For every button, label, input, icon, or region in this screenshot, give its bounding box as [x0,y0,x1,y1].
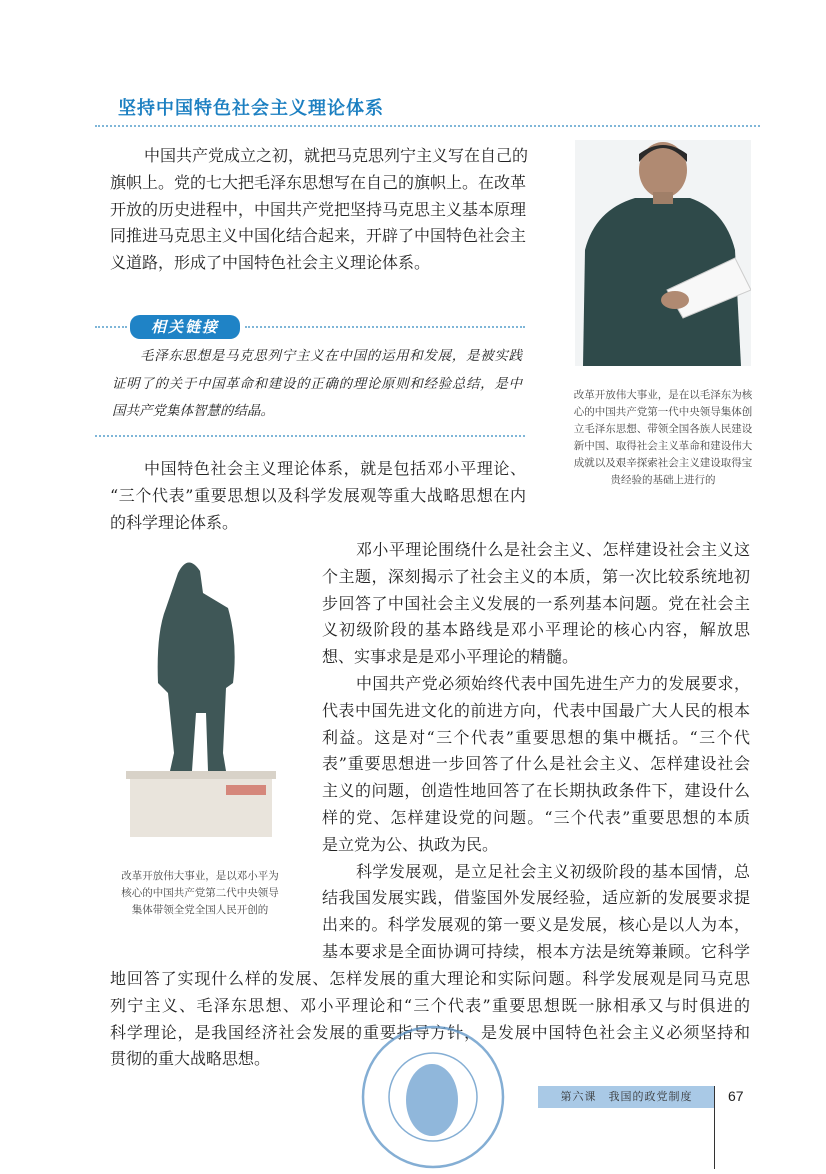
text-line: 国共产党集体智慧的结晶。 [112,403,274,419]
watermark-logo [360,1024,506,1170]
text-line: 结我国发展实践，借鉴国外发展经验，适应新的发展要求提 [322,888,750,908]
text-line: 开放的历史进程中，中国共产党把坚持马克思主义基本原理 [110,199,527,219]
text-line: 心的中国共产党第一代中央领导集体创 [573,406,753,418]
text-line: 集体带领全党全国人民开创的 [131,904,269,916]
text-line: 贯彻的重大战略思想。 [110,1049,271,1069]
mao-photo-caption [565,387,761,489]
deng-photo-caption [100,868,300,919]
text-line: 中国共产党必须始终代表中国先进生产力的发展要求， [356,673,750,693]
text-line: 成就以及艰辛探索社会主义建设取得宝 [573,457,753,469]
text-line: 科学发展观，是立足社会主义初级阶段的基本国情，总 [356,861,750,881]
text-line: 同推进马克思主义中国化结合起来，开辟了中国特色社会主 [110,226,527,246]
page-number: 67 [728,1088,744,1104]
text-line: 中国特色社会主义理论体系，就是包括邓小平理论、 [144,459,526,478]
text-line: 列宁主义、毛泽东思想、邓小平理论和“三个代表”重要思想既一脉相承又与时俱进的 [110,995,750,1015]
deng-statue-photo [108,553,290,843]
text-line: 改革开放伟大事业，是在以毛泽东为核 [573,389,753,401]
footer-rule [714,1086,715,1169]
divider [95,435,525,437]
text-line: 义初级阶段的基本路线是邓小平理论的核心内容，解放思 [322,620,750,640]
intro-paragraph [110,143,529,277]
text-line: 证明了的关于中国革命和建设的正确的理论原则和经验总结，是中 [112,375,522,392]
text-line: 的科学理论体系。 [110,512,239,532]
text-line: 邓小平理论围绕什么是社会主义、怎样建设社会主义这 [356,540,750,559]
text-line: 改革开放伟大事业，是以邓小平为 [121,870,279,882]
text-line: 是立党为公、执政为民。 [322,834,499,854]
chapter-footer: 第六课 我国的政党制度 [538,1086,715,1108]
text-line: 毛泽东思想是马克思列宁主义在中国的运用和发展，是被实践 [140,348,522,364]
text-line: 样的党、怎样建设党的问题。“三个代表”重要思想的本质 [322,807,750,827]
definition-paragraph [110,456,526,536]
body-paragraphs [322,537,750,966]
text-line: 代表中国先进文化的前进方向，代表中国最广大人民的根本 [322,700,750,720]
text-line: 中国共产党成立之初，就把马克思列宁主义写在自己的 [144,146,529,165]
text-line: 基本要求是全面协调可持续，根本方法是统筹兼顾。它科学 [322,941,750,961]
related-link-badge: 相关链接 [130,315,240,339]
text-line: 新中国、取得社会主义革命和建设伟大 [573,440,753,452]
text-line: 贵经验的基础上进行的 [610,474,716,486]
text-line: “三个代表”重要思想以及科学发展观等重大战略思想在内 [110,485,526,505]
related-link-text [112,343,522,426]
section-title: 坚持中国特色社会主义理论体系 [118,98,384,119]
text-line: 核心的中国共产党第二代中央领导 [121,887,279,899]
text-line: 主义的问题，创造性地回答了在长期执政条件下，建设什么 [322,781,750,801]
text-line: 地回答了实现什么样的发展、怎样发展的重大理论和实际问题。科学发展观是同马克思 [110,969,750,988]
text-line: 旗帜上。党的七大把毛泽东思想写在自己的旗帜上。在改革 [110,172,527,192]
divider [95,326,127,328]
divider [245,326,525,328]
text-line: 步回答了中国社会主义发展的一系列基本问题。党在社会主 [322,593,750,613]
text-line: 科学理论，是我国经济社会发展的重要指导方针，是发展中国特色社会主义必须坚持和 [110,1022,750,1042]
text-line: 个主题，深刻揭示了社会主义的本质，第一次比较系统地初 [322,566,750,586]
text-line: 利益。这是对“三个代表”重要思想的集中概括。“三个代 [322,727,750,747]
text-line: 立毛泽东思想、带领全国各族人民建设 [573,423,753,435]
divider [95,125,760,127]
text-line: 义道路，形成了中国特色社会主义理论体系。 [110,253,431,273]
text-line: 表”重要思想进一步回答了什么是社会主义、怎样建设社会 [322,754,750,774]
text-line: 想、实事求是是邓小平理论的精髓。 [322,647,579,667]
mao-photo [575,140,751,366]
text-line: 出来的。科学发展观的第一要义是发展，核心是以人为本， [322,915,750,935]
